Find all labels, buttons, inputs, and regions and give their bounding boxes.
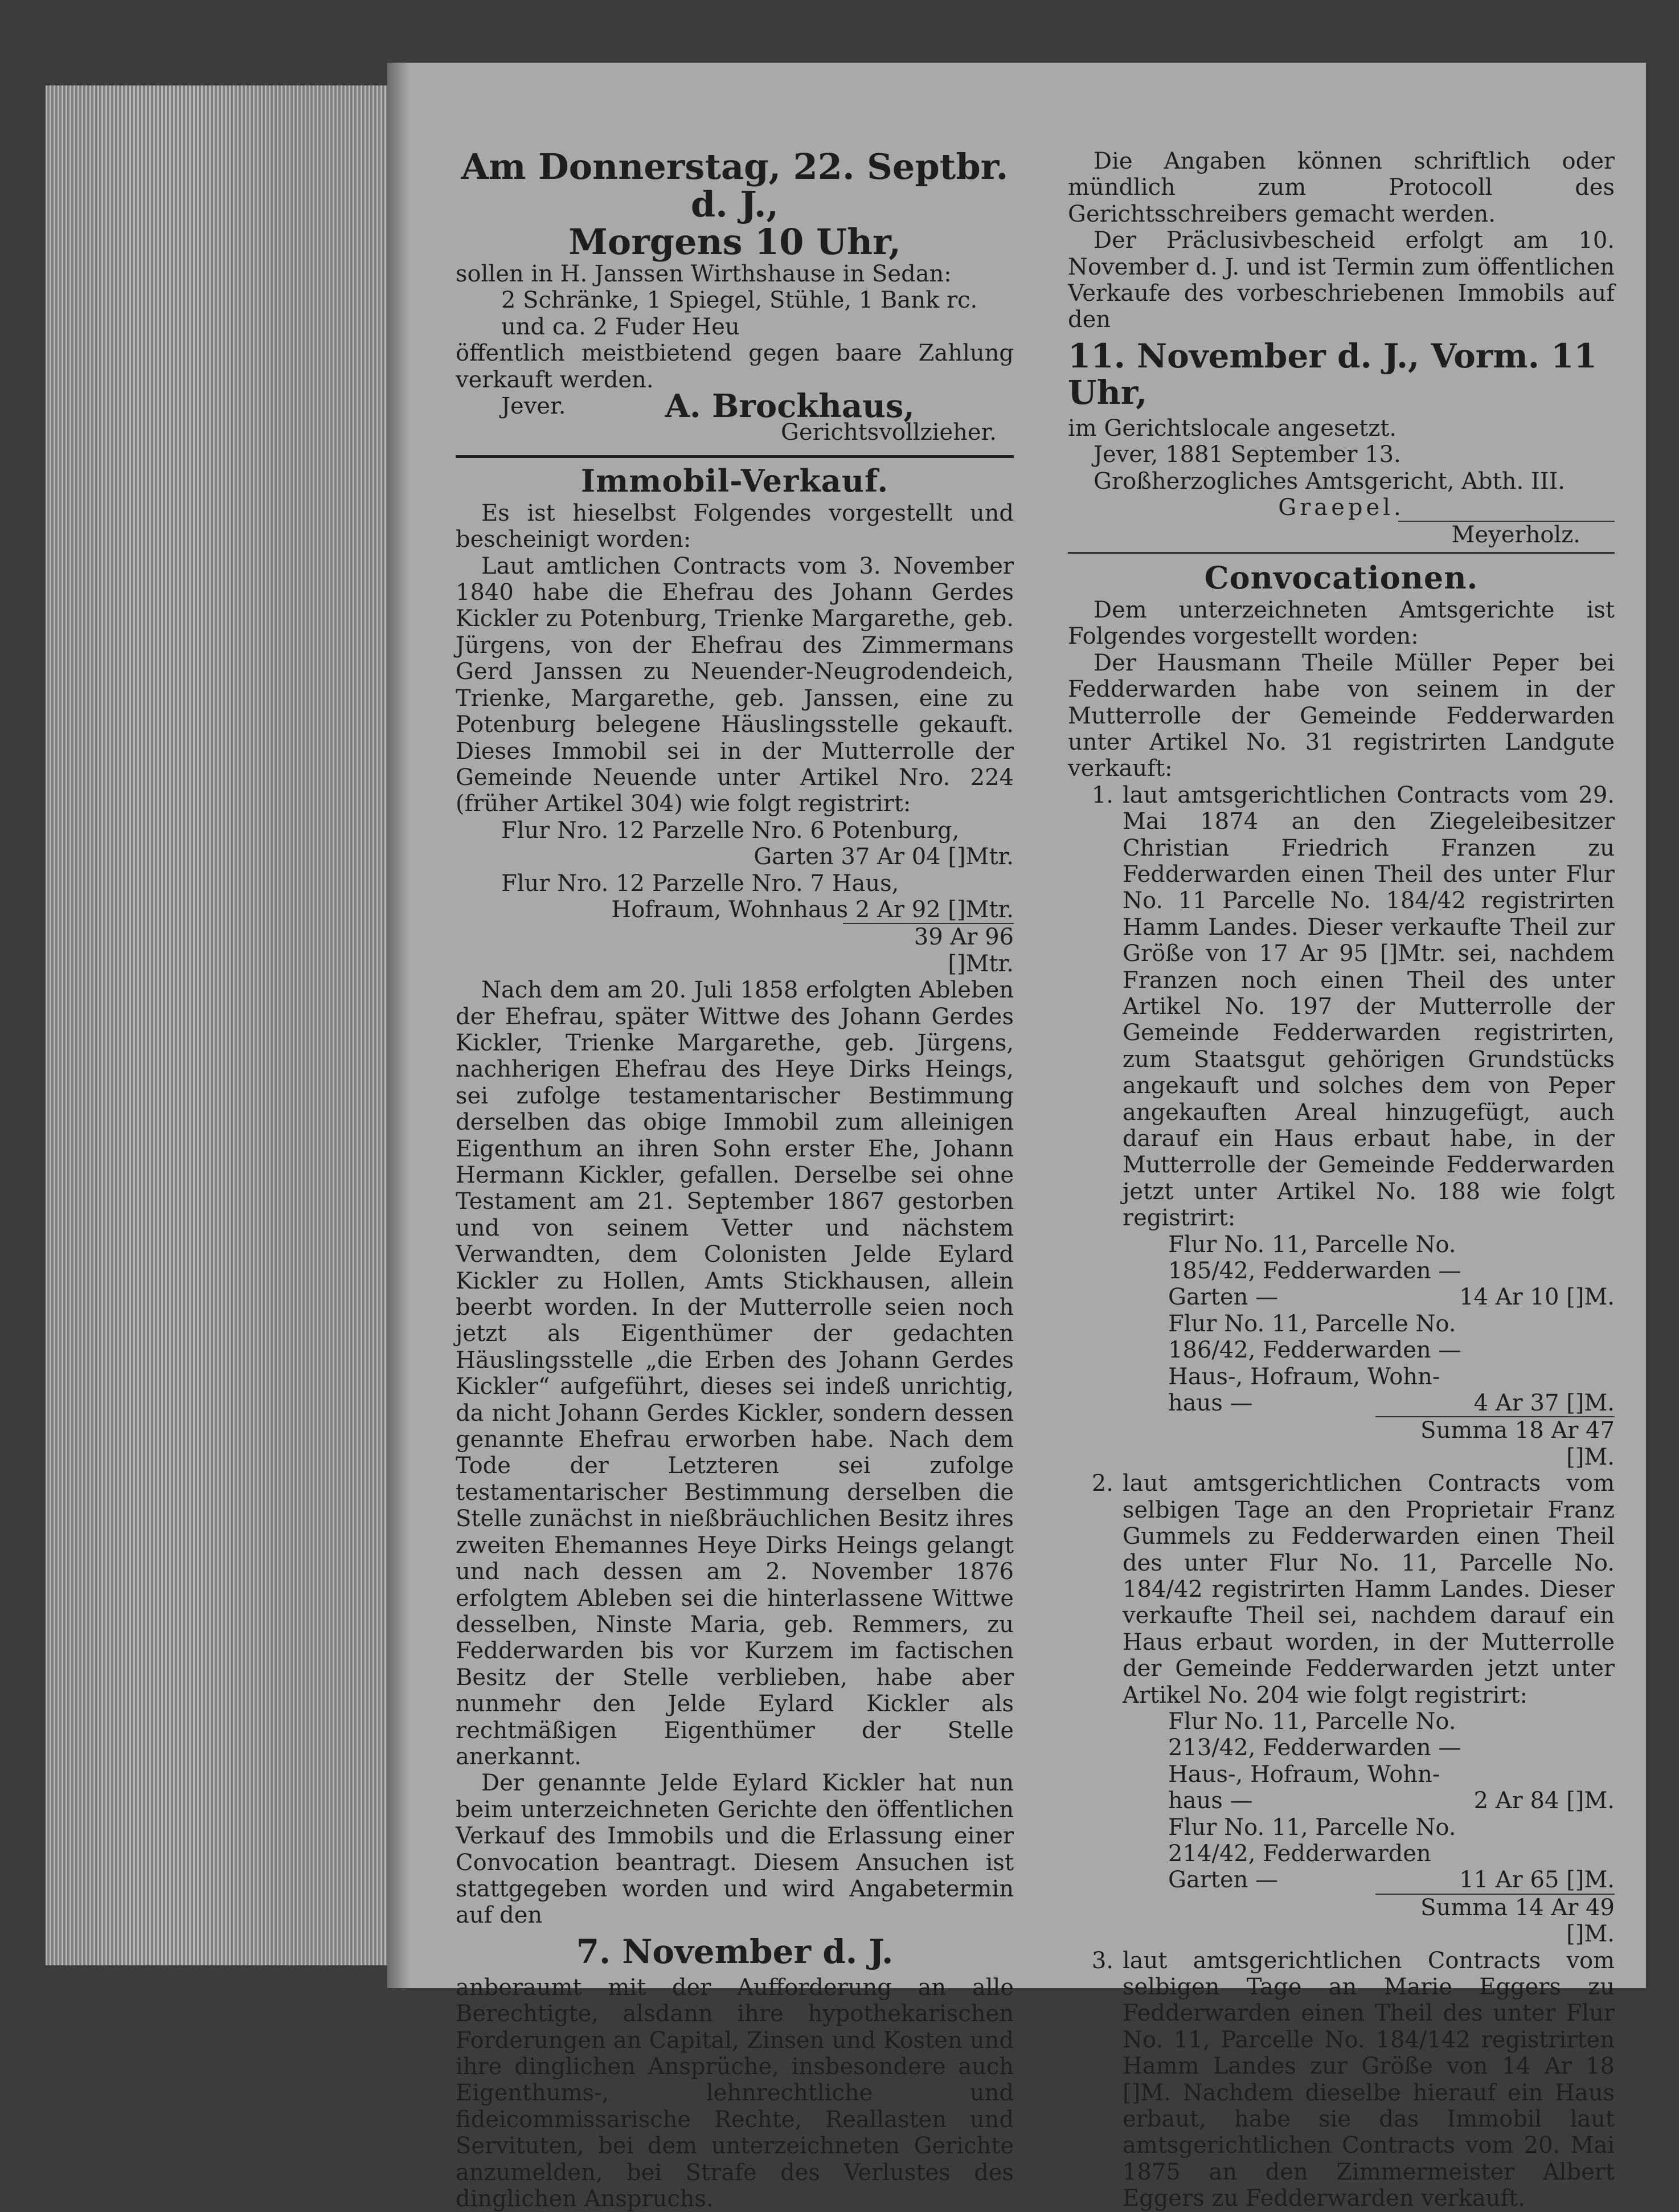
auction-text: sollen in H. Janssen Wirthshause in Sedan: (456, 261, 952, 287)
sale-title: Immobil-Verkauf. (580, 462, 889, 499)
auction-heading-line2: Morgens 10 Uhr, (568, 221, 901, 263)
parcel-line: Flur No. 11, Parcelle No. (1168, 1310, 1456, 1337)
auction-signer: A. Brockhaus, (665, 387, 915, 426)
list-text: laut amtsgerichtlichen Contracts vom selbigen Tage an den Proprietair Franz Gummels zu Fedderwarden einen Theil des unter Flur No. 11, Parcelle No. 184/42 registrirten Hamm Landes. Dieser verkaufte Theil sei, nachdem darauf ein Haus erbaut worden, in der Mutterrolle der Gemeinde Fedderwarden jetzt unter Artikel No. 204 wie folgt registrirt: (1123, 1470, 1615, 1708)
parcel-value: 11 Ar 65 []M. (1459, 1867, 1615, 1894)
sale-date: 7. November d. J. (576, 1932, 894, 1971)
parcel-total: 39 Ar 96 []Mtr. (843, 923, 1014, 977)
court-name: Großherzogliches Amtsgericht, Abth. III. (1094, 468, 1566, 494)
convocations-title: Convocationen. (1204, 559, 1479, 596)
list-number: 1. (1091, 782, 1113, 808)
list-number: 3. (1091, 1947, 1113, 1974)
page-gutter-shadow (387, 63, 410, 1988)
auction-signature (456, 387, 1014, 426)
auction-items: 2 Schränke, 1 Spiegel, Stühle, 1 Bank rc. (501, 287, 978, 314)
parcel-sum: Summa 18 Ar 47 []M. (1375, 1416, 1615, 1470)
parcel-line: Hofraum, Wohnhaus 2 Ar 92 []Mtr. (611, 896, 1014, 923)
parcel-line: Flur No. 11, Parcelle No. (1168, 1814, 1456, 1841)
parcel-line: Haus-, Hofraum, Wohn- (1168, 1761, 1440, 1788)
parcel-line: Flur Nro. 12 Parzelle Nro. 7 Haus, (501, 870, 899, 897)
left-column (456, 148, 1014, 2212)
notice-paragraph: Die Angaben können schriftlich oder mündlich zum Protocoll des Gerichtsschreibers gemacht werden. (1068, 148, 1615, 227)
parcel-line: Garten — (1168, 1284, 1279, 1311)
list-number: 2. (1091, 1470, 1113, 1497)
sale-paragraph: Laut amtlichen Contracts vom 3. November 1840 habe die Ehefrau des Johann Gerdes Kickler zu Potenburg, Trienke Margarethe, geb. Jürgens, von der Ehefrau des Zimmermans Gerd Janssen zu Neuender-Neugrodendeich, Trienke, Margarethe, geb. Janssen, eine zu Potenburg belegene Häuslingsstelle gekauft. Dieses Immobil sei in der Mutterrolle der Gemeinde Neuende unter Artikel Nro. 224 (früher Artikel 304) wie folgt registrirt: (456, 553, 1014, 817)
parcel-value: 14 Ar 10 []M. (1459, 1284, 1615, 1311)
sale-paragraph: Es ist hieselbst Folgendes vorgestellt und bescheinigt worden: (456, 500, 1014, 553)
parcel-line: 186/42, Fedderwarden — (1168, 1337, 1461, 1364)
right-column (1068, 148, 1615, 2212)
conv-paragraph: Dem unterzeichneten Amtsgerichte ist Folgendes vorgestellt worden: (1068, 596, 1615, 650)
sale-paragraph: anberaumt mit der Aufforderung an alle Berechtigte, alsdann ihre hypothekarischen Forderungen an Capital, Zinsen und Kosten und ihre dinglichen Ansprüche, insbesondere auch Eigenthums-, lehnrechtliche und fideicommissarische Rechte, Reallasten und Servituten, bei dem unterzeichneten Gerichte anzumelden, bei Strafe des Verlustes des dinglichen Anspruchs. (456, 1974, 1014, 2212)
parcel-row (1123, 1284, 1615, 1310)
parcel-line: haus — (1168, 1788, 1253, 1814)
parcel-line: 213/42, Fedderwarden — (1168, 1735, 1461, 1761)
clerk-name: Meyerholz. (1398, 521, 1615, 548)
sale-term-date: 11. November d. J., Vorm. 11 Uhr, (1068, 336, 1597, 412)
auction-text: öffentlich meistbietend gegen baare Zahlung verkauft werden. (456, 340, 1014, 393)
list-item (1068, 1470, 1615, 1947)
parcel-line: Haus-, Hofraum, Wohn- (1168, 1363, 1440, 1390)
parcel-sum: Summa 14 Ar 49 []M. (1375, 1894, 1615, 1948)
parcel-line: haus — (1168, 1390, 1253, 1417)
parcel-row (1123, 1390, 1615, 1416)
place-date: Jever, 1881 September 13. (1094, 441, 1401, 468)
parcel-line: Garten — (1168, 1867, 1279, 1894)
auction-signer-title: Gerichtsvollzieher. (781, 419, 997, 446)
list-text: laut amtsgerichtlichen Contracts vom selbigen Tage an Marie Eggers zu Fedderwarden einen Theil des unter Flur No. 11, Parcelle No. 184/142 registrirten Hamm Landes zur Größe von 14 Ar 18 []M. Nachdem dieselbe hierauf ein Haus erbaut, habe sie das Immobil laut amtsgerichtlichen Contracts vom 20. Mai 1875 an den Zimmermeister Albert Eggers zu Fedderwarden verkauft. (1123, 1947, 1615, 2212)
parcel-value: 2 Ar 84 []M. (1473, 1788, 1615, 1814)
section-divider (456, 455, 1014, 458)
parcel-line: Flur No. 11, Parcelle No. (1168, 1231, 1456, 1258)
notice-paragraph: Der Präclusivbescheid erfolgt am 10. November d. J. und ist Termin zum öffentlichen Verkaufe des vorbeschriebenen Immobils auf den (1068, 227, 1615, 333)
book-page-edges (46, 85, 387, 1965)
parcel-line: Flur No. 11, Parcelle No. (1168, 1708, 1456, 1735)
auction-items: und ca. 2 Fuder Heu (501, 313, 740, 340)
parcel-line: 214/42, Fedderwarden (1168, 1840, 1431, 1867)
parcel-line: Garten 37 Ar 04 []Mtr. (753, 844, 1014, 870)
parcel-row (1123, 1788, 1615, 1814)
auction-heading-line1: Am Donnerstag, 22. Septbr. d. J., (461, 146, 1009, 225)
parcel-row (1123, 1867, 1615, 1893)
conv-paragraph: Der Hausmann Theile Müller Peper bei Fedderwarden habe von seinem in der Mutterrolle der Gemeinde Fedderwarden unter Artikel No. 31 registrirten Landgute verkauft: (1068, 649, 1615, 782)
section-divider (1068, 552, 1615, 554)
judge-name: Graepel. (1278, 494, 1404, 521)
list-text: laut amtsgerichtlichen Contracts vom 29. Mai 1874 an den Ziegeleibesitzer Christian Friedrich Franzen zu Fedderwarden einen Theil des unter Flur No. 11 Parcelle No. 184/42 registrirten Hamm Landes. Dieser verkaufte Theil zur Größe von 17 Ar 95 []Mtr. sei, nachdem Franzen noch einen Theil des unter Artikel No. 197 der Mutterrolle der Gemeinde Fedderwarden registrirten, zum Staatsgut gehörigen Grundstücks angekauft und solches dem von Peper angekauften Areal hinzugefügt, auch darauf ein Haus erbaut habe, in der Mutterrolle der Gemeinde Fedderwarden jetzt unter Artikel No. 188 wie folgt registrirt: (1123, 782, 1615, 1232)
auction-place: Jever. (501, 393, 566, 420)
list-item (1068, 782, 1615, 1471)
sale-paragraph: Nach dem am 20. Juli 1858 erfolgten Ableben der Ehefrau, später Wittwe des Johann Gerdes Kickler, Trienke Margarethe, geb. Jürgens, nachherigen Ehefrau des Heye Dirks Heings, sei zufolge testamentarischer Bestimmung derselben das obige Immobil zum alleinigen Eigenthum an ihren Sohn erster Ehe, Johann Hermann Kickler, gefallen. Derselbe sei ohne Testament am 21. September 1867 gestorben und von seinem Vetter und nächstem Verwandten, dem Colonisten Jelde Eylard Kickler zu Hollen, Amts Stickhausen, allein beerbt worden. In der Mutterrolle seien noch jetzt als Eigenthümer der gedachten Häuslingsstelle „die Erben des Johann Gerdes Kickler“ aufgeführt, dieses sei indeß unrichtig, da nicht Johann Gerdes Kickler, sondern dessen genannte Ehefrau erworben habe. Nach dem Tode der Letzteren sei zufolge testamentarischer Bestimmung derselben die Stelle zunächst in nießbräuchlichen Besitz ihres zweiten Ehemannes Heye Dirks Heings gelangt und nach dessen am 2. November 1876 erfolgtem Ableben sei die hinterlassene Wittwe desselben, Ninste Maria, geb. Remmers, zu Fedderwarden bis vor Kurzem im factischen Besitz der Stelle verblieben, habe aber nunmehr den Jelde Eylard Kickler als rechtmäßigen Eigenthümer der Stelle anerkannt. (456, 977, 1014, 1770)
parcel-line: Flur Nro. 12 Parzelle Nro. 6 Potenburg, (501, 817, 960, 844)
parcel-line: 185/42, Fedderwarden — (1168, 1258, 1461, 1285)
notice-paragraph: im Gerichtslocale angesetzt. (1068, 415, 1397, 441)
list-item (1068, 1948, 1615, 2212)
parcel-value: 4 Ar 37 []M. (1473, 1390, 1615, 1417)
sale-paragraph: Der genannte Jelde Eylard Kickler hat nun beim unterzeichneten Gerichte den öffentlichen Verkauf des Immobils und die Erlassung einer Convocation beantragt. Diesem Ansuchen ist stattgegeben worden und wird Angabetermin auf den (456, 1770, 1014, 1929)
